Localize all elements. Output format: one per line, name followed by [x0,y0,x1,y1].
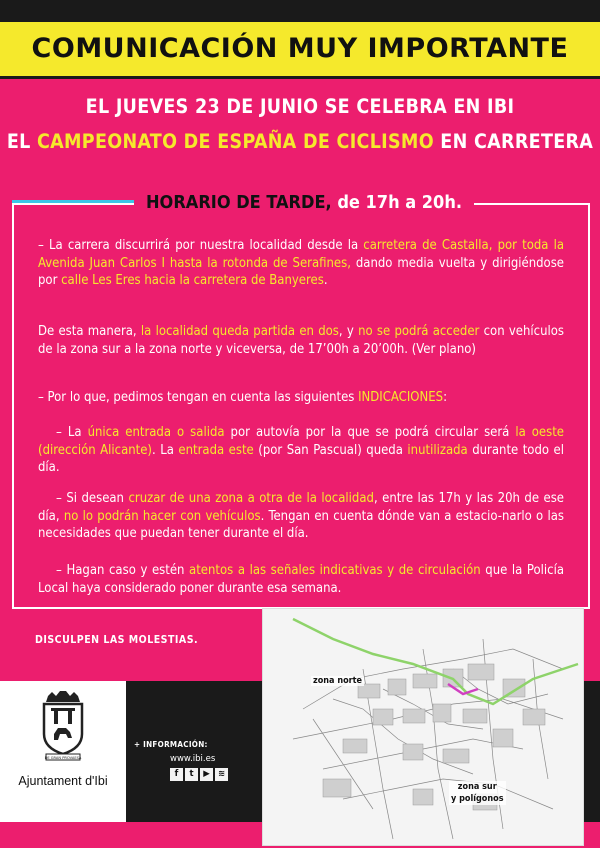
text: (por San Pascual) queda [253,442,408,458]
text-highlight: entrada este [178,442,254,458]
text-highlight: no lo podrán hacer con vehículos [63,508,261,524]
text-highlight: cruzar de una zona a otra de la localidad [128,491,374,506]
text-highlight: INDICACIONES [358,390,444,405]
social-icons [170,768,228,781]
top-black-bar [0,0,600,22]
text: – La carrera discurrirá por nuestra localidad desde la [38,238,364,253]
text: – La [56,425,88,440]
youtube-icon[interactable]: ▶ [200,768,213,781]
text: – Hagan caso y estén [56,563,190,578]
text: , entre las 17h y las 20h de ese día, [38,491,564,524]
text-highlight: única entrada o salida [87,425,225,440]
text-highlight: calle Les Eres hacia la carretera de Banyeres [61,273,324,288]
headline-highlight: CAMPEONATO DE ESPAÑA DE CICLISMO [36,130,434,153]
facebook-icon[interactable]: f [170,768,183,781]
schedule-label-text: HORARIO DE TARDE, [146,192,332,213]
info-label: + INFORMACIÓN: [134,740,208,749]
paragraph-route [38,237,564,290]
text: – Si desean [56,491,129,506]
apology-text: DISCULPEN LAS MOLESTIAS. [35,634,199,646]
text: dando media vuelta y dirigiéndose por [38,255,564,288]
text-highlight: atentos a las señales indicativas y de circulación [189,563,481,578]
map-drawing [263,609,584,846]
ibi-crest-logo [40,690,86,764]
text: , y [338,324,359,339]
text: . Tengan en cuenta dónde van a estacio-narlo o las necesidades que puedan tener durante el día. [38,508,564,541]
text-highlight: la oeste (dirección Alicante) [38,425,564,458]
text-highlight: carretera de Castalla, por toda la Avenida Juan Carlos I hasta la rotonda de Serafines, [38,238,565,271]
schedule-label [134,188,474,218]
paragraph-signals [38,562,564,597]
text: . La [152,442,179,458]
organization-name: Ajuntament d'Ibi [18,774,108,788]
paragraph-entrance [38,424,564,477]
map-label-north: zona norte [313,676,363,686]
website-link[interactable]: www.ibi.es [170,754,216,764]
headline-line-1: EL JUEVES 23 DE JUNIO SE CELEBRA EN IBI [85,95,515,118]
headline-suffix: EN CARRETERA [433,130,594,153]
map-label-south [449,781,506,805]
text: – Por lo que, pedimos tengan en cuenta las siguientes [38,390,359,405]
twitter-icon[interactable]: t [185,768,198,781]
page-title: COMUNICACIÓN MUY IMPORTANTE [31,33,569,64]
crest-motto: DE GRAN PROVAESA [44,756,82,760]
text-highlight: no se podrá acceder [358,324,480,339]
headline-line-2 [0,130,600,153]
text: De esta manera, [38,324,141,339]
title-band [0,22,600,76]
paragraph-crossing [38,490,564,543]
title-divider [0,76,600,79]
schedule-time: de 17h a 20h. [331,192,463,213]
map-label-south-line1: zona sur [457,782,497,792]
rss-icon[interactable]: ≋ [215,768,228,781]
paragraph-split [38,323,564,358]
paragraph-indications [38,389,564,407]
text: con vehículos de la zona sur a la zona norte y viceversa, de 17’00h a 20’00h. (Ver plano) [38,324,565,357]
accent-line [12,200,134,203]
text: por autovía por la que se podrá circular será [224,425,516,440]
text-highlight: la localidad queda partida en dos [140,324,339,339]
text: que la Policía Local haya considerado poner durante esa semana. [38,563,564,596]
route-map [262,608,584,846]
text-highlight: inutilizada [407,442,468,458]
text: durante todo el día. [38,442,564,475]
text: : [443,390,448,405]
text: . [323,273,328,288]
headline-prefix: EL [6,130,37,153]
map-label-south-line2: y polígonos [451,794,504,804]
